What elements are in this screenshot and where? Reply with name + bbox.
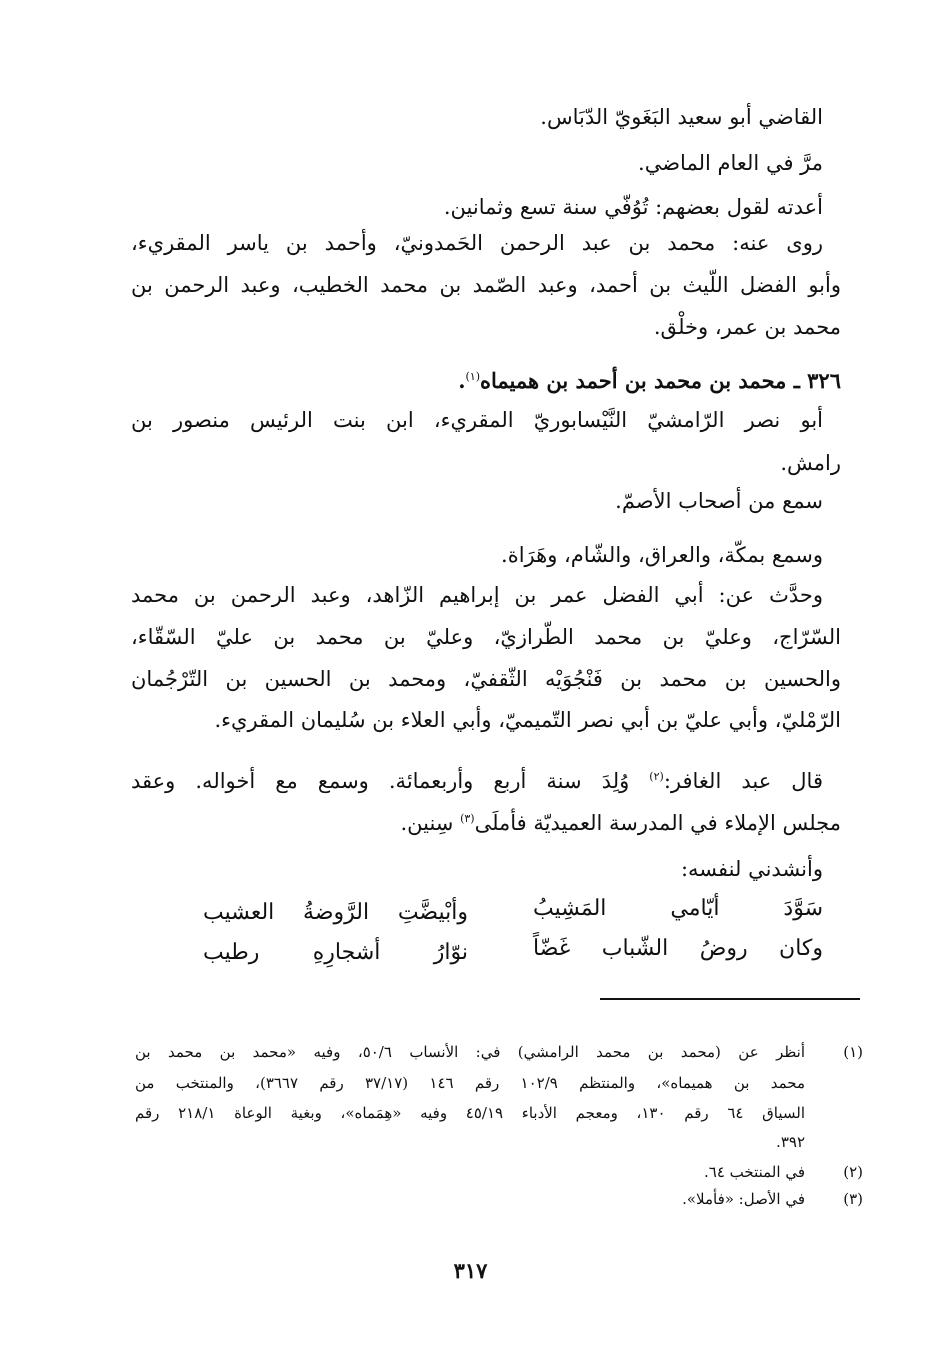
footnote-ref: (٣) <box>460 812 475 825</box>
entry-heading <box>100 360 841 398</box>
text-line: وسمع بمكّة، والعراق، والشّام، وهَرَاة. <box>501 543 823 567</box>
footnote-line: أنظر عن (محمد بن محمد الرامشي) في: الأنساب ٥٠/٦، وفيه «محمد بن محمد بن <box>135 1043 805 1061</box>
footnote-2 <box>135 1160 863 1184</box>
footnote-number: (٢) <box>843 1163 863 1181</box>
text-line: رامش. <box>780 451 841 475</box>
text-line: وأبو الفضل اللّيث بن أحمد، وعبد الصّمد بن محمد الخطيب، وعبد الرحمن بن <box>131 273 841 297</box>
text-line <box>131 760 823 798</box>
footnote-line: في الأصل: «فأملا». <box>682 1190 805 1208</box>
text-line: وحدَّث عن: أبي الفضل عمر بن إبراهيم الزّاهد، وعبد الرحمن بن محمد <box>131 583 823 607</box>
footnote-1-cont <box>135 1130 863 1154</box>
poem-verse-2-second-hemistich: نوّارُ أشجارِهِ رطيب <box>203 940 468 965</box>
poem-verse-2-first-hemistich: وكان روضُ الشّباب غَضّاً <box>533 936 823 961</box>
footnote-line: محمد بن هميماه»، والمنتظم ١٠٢/٩ رقم ١٤٦ (٣٧/١٧ رقم ٣٦٦٧)، والمنتخب من <box>135 1074 806 1092</box>
text-line: روى عنه: محمد بن عبد الرحمن الحَمدونيّ، وأحمد بن ياسر المقريء، <box>131 231 823 255</box>
text-line: والحسين بن محمد بن فَنْجُوَيْه الثّقفيّ، ومحمد بن الحسين بن التّرْجُمان <box>131 667 841 691</box>
footnote-1-cont <box>135 1101 863 1125</box>
text-line: أبو نصر الرّامشيّ النَّيْسابوريّ المقريء، ابن بنت الرئيس منصور بن <box>131 408 823 432</box>
footnote-number: (٣) <box>843 1190 863 1208</box>
text-span: وُلِدَ سنة أربع وأربعمائة. وسمع مع أخواله. وعقد <box>131 769 650 793</box>
page-number: ٣١٧ <box>453 1258 488 1283</box>
text-span: قال عبد الغافر: <box>663 769 823 793</box>
entry-heading-end: . <box>458 368 466 393</box>
footnote-ref: (١) <box>465 370 481 383</box>
entry-title: ٣٢٦ ـ محمد بن محمد بن أحمد بن هميماه <box>480 368 841 393</box>
footnote-1 <box>135 1040 863 1064</box>
text-line: مرَّ في العام الماضي. <box>638 151 823 175</box>
footnote-1-cont <box>135 1071 863 1095</box>
text-line: محمد بن عمر، وخلْق. <box>653 315 841 339</box>
text-line: سمع من أصحاب الأصمّ. <box>615 489 823 513</box>
text-line: أعدته لقول بعضهم: تُوُفّي سنة تسع وثمانين. <box>443 195 823 219</box>
poem-verse-1-first-hemistich: سَوَّدَ أيّامي المَشِيبُ <box>533 896 823 921</box>
footnote-ref: (٢) <box>649 770 664 783</box>
text-span: مجلس الإملاء في المدرسة العميديّة فأملَى <box>474 811 841 835</box>
text-line: وأنشدني لنفسه: <box>680 857 823 881</box>
footnote-line: السياق ٦٤ رقم ١٣٠، ومعجم الأدباء ٤٥/١٩ وفيه «هِمَماه»، وبغية الوعاة ٢١٨/١ رقم <box>135 1104 805 1122</box>
footnote-line: في المنتخب ٦٤. <box>704 1163 805 1181</box>
poem-verse-1-second-hemistich: وأبْيضَّتِ الرَّوضةُ العشيب <box>203 900 468 925</box>
text-span: سِنين. <box>400 811 461 835</box>
footnote-number: (١) <box>843 1043 863 1061</box>
footnote-divider <box>600 998 860 1000</box>
text-line: القاضي أبو سعيد البَغَويّ الدّبَاس. <box>540 105 823 129</box>
text-line: الرّمْليّ، وأبي عليّ بن أبي نصر التّميميّ، وأبي العلاء بن سُليمان المقريء. <box>214 708 841 732</box>
footnote-line: ٣٩٢. <box>776 1133 805 1151</box>
footnote-3 <box>135 1187 863 1211</box>
text-line <box>100 802 841 840</box>
text-line: السّرّاج، وعليّ بن محمد الطّرازيّ، وعليّ بن محمد بن عليّ السّقّاء، <box>131 625 841 649</box>
